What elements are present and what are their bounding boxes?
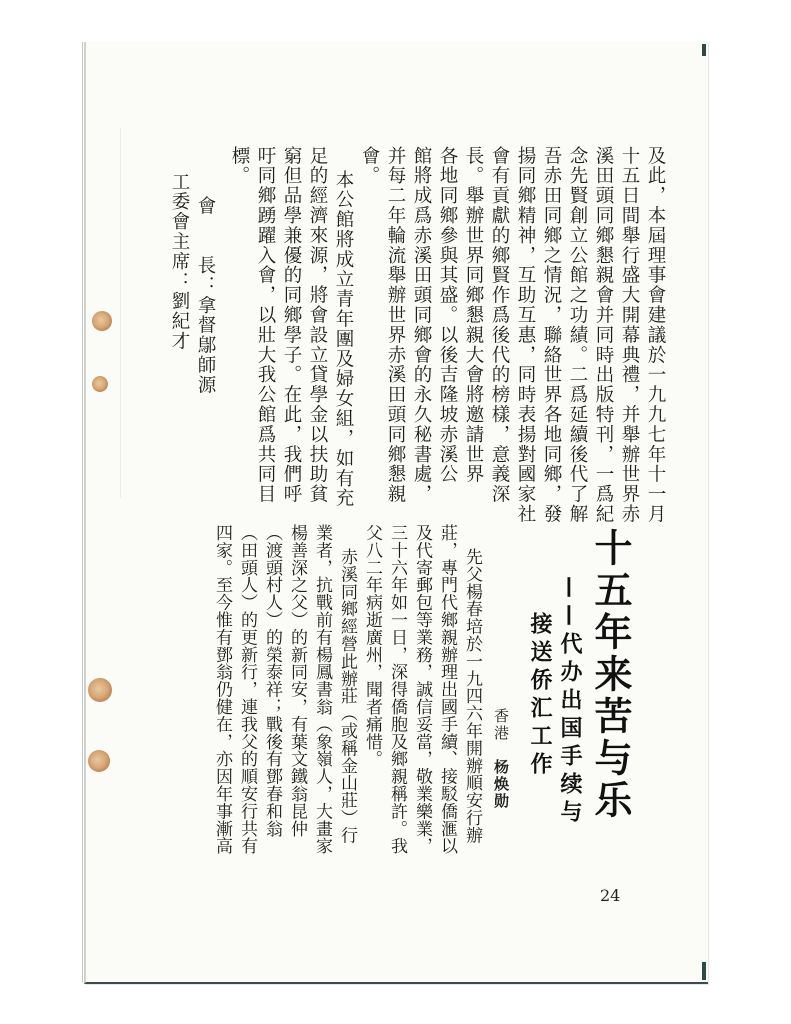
text-column: 楊善深之父）的新同安，有葉文鐵翁昆仲 (287, 524, 307, 838)
article-title: 十五年来苦与乐 (588, 528, 632, 822)
article-subtitle-line-1: ——代办出国手续与 (557, 576, 582, 828)
text-column: 及代寄郵包等業務，誠信妥當，敬業樂業， (412, 524, 432, 855)
text-column: 本公館將成立青年團及婦女組，如有充 (333, 170, 354, 509)
text-column: 及此，本屆理事會建議於一九九七年十一月 (645, 146, 666, 525)
text-column: 溪田頭同鄉懇親會并同時出版特刊，一爲紀 (593, 146, 614, 525)
text-column: 館將成爲赤溪田頭同鄉會的永久秘書處， (411, 146, 432, 505)
text-column: 業者，抗戰前有楊鳳書翁（象嶺人，大畫家 (312, 524, 332, 855)
text-column: 十五日間舉行盛大開幕典禮，并舉辦世界赤 (619, 146, 640, 525)
text-column: 并每二年輪流舉辦世界赤溪田頭同鄉懇親 (385, 146, 406, 505)
signature-committee-head: 工委會主席：劉紀才 (169, 172, 190, 352)
text-column: 會。 (359, 146, 380, 186)
page-number: 24 (600, 886, 621, 905)
text-column: 吁同鄉踴躍入會，以壯大我公館爲共同目 (255, 146, 276, 505)
text-column: 會有貢獻的鄉賢作爲後代的榜樣，意義深 (489, 146, 510, 505)
text-column: 足的經濟來源，將會設立貸學金以扶助貧 (307, 146, 328, 505)
text-column: 父八二年病逝廣州，聞者痛惜。 (362, 524, 382, 768)
binding-hole-4 (88, 750, 110, 772)
text-column: 吾赤田同鄉之情況，聯絡世界各地同鄉，發 (541, 146, 562, 525)
text-column: 四家。至今惟有鄧翁仍健在，亦因年事漸高 (212, 524, 232, 855)
text-column: 長。舉辦世界同鄉懇親大會將邀請世界 (463, 146, 484, 485)
article-subtitle-line-2: 接送侨汇工作 (527, 612, 552, 780)
byline (491, 708, 512, 810)
binding-hole-1 (92, 311, 112, 331)
corner-mark-bottom (702, 962, 706, 980)
text-column: 窮但品學兼優的同鄉學子。在此，我們呼 (281, 146, 302, 505)
byline-author: 杨焕勋 (492, 758, 510, 810)
text-column: 念先賢創立公館之功績。二爲延續後代了解 (567, 146, 588, 525)
text-column: 各地同鄉參與其盛。以後吉隆坡赤溪公 (437, 146, 458, 485)
text-column: （渡頭村人）的榮泰祥；戰後有鄧春和翁 (262, 524, 282, 838)
binding-hole-2 (92, 376, 108, 392)
text-column: （田頭人）的更新行，連我父的順安行共有 (237, 524, 257, 855)
text-column: 揚同鄉精神，互助互惠，同時表揚對國家社 (515, 146, 536, 525)
binding-hole-3 (88, 678, 112, 702)
text-column: 莊，專門代鄉親辦理出國手續、接駁僑滙以 (437, 524, 457, 855)
corner-mark-top (702, 44, 706, 56)
text-column: 赤溪同鄉經營此辦莊（或稱金山莊）行 (337, 548, 357, 844)
text-column: 標。 (229, 146, 250, 186)
text-column: 三十六年如一日，深得僑胞及鄉親稱許。我 (387, 524, 407, 855)
text-column: 先父楊春培於一九四六年開辦順安行辦 (462, 548, 482, 844)
signature-chairman: 會 長：拿督鄔師源 (195, 196, 216, 395)
byline-place: 香港 (492, 708, 510, 742)
